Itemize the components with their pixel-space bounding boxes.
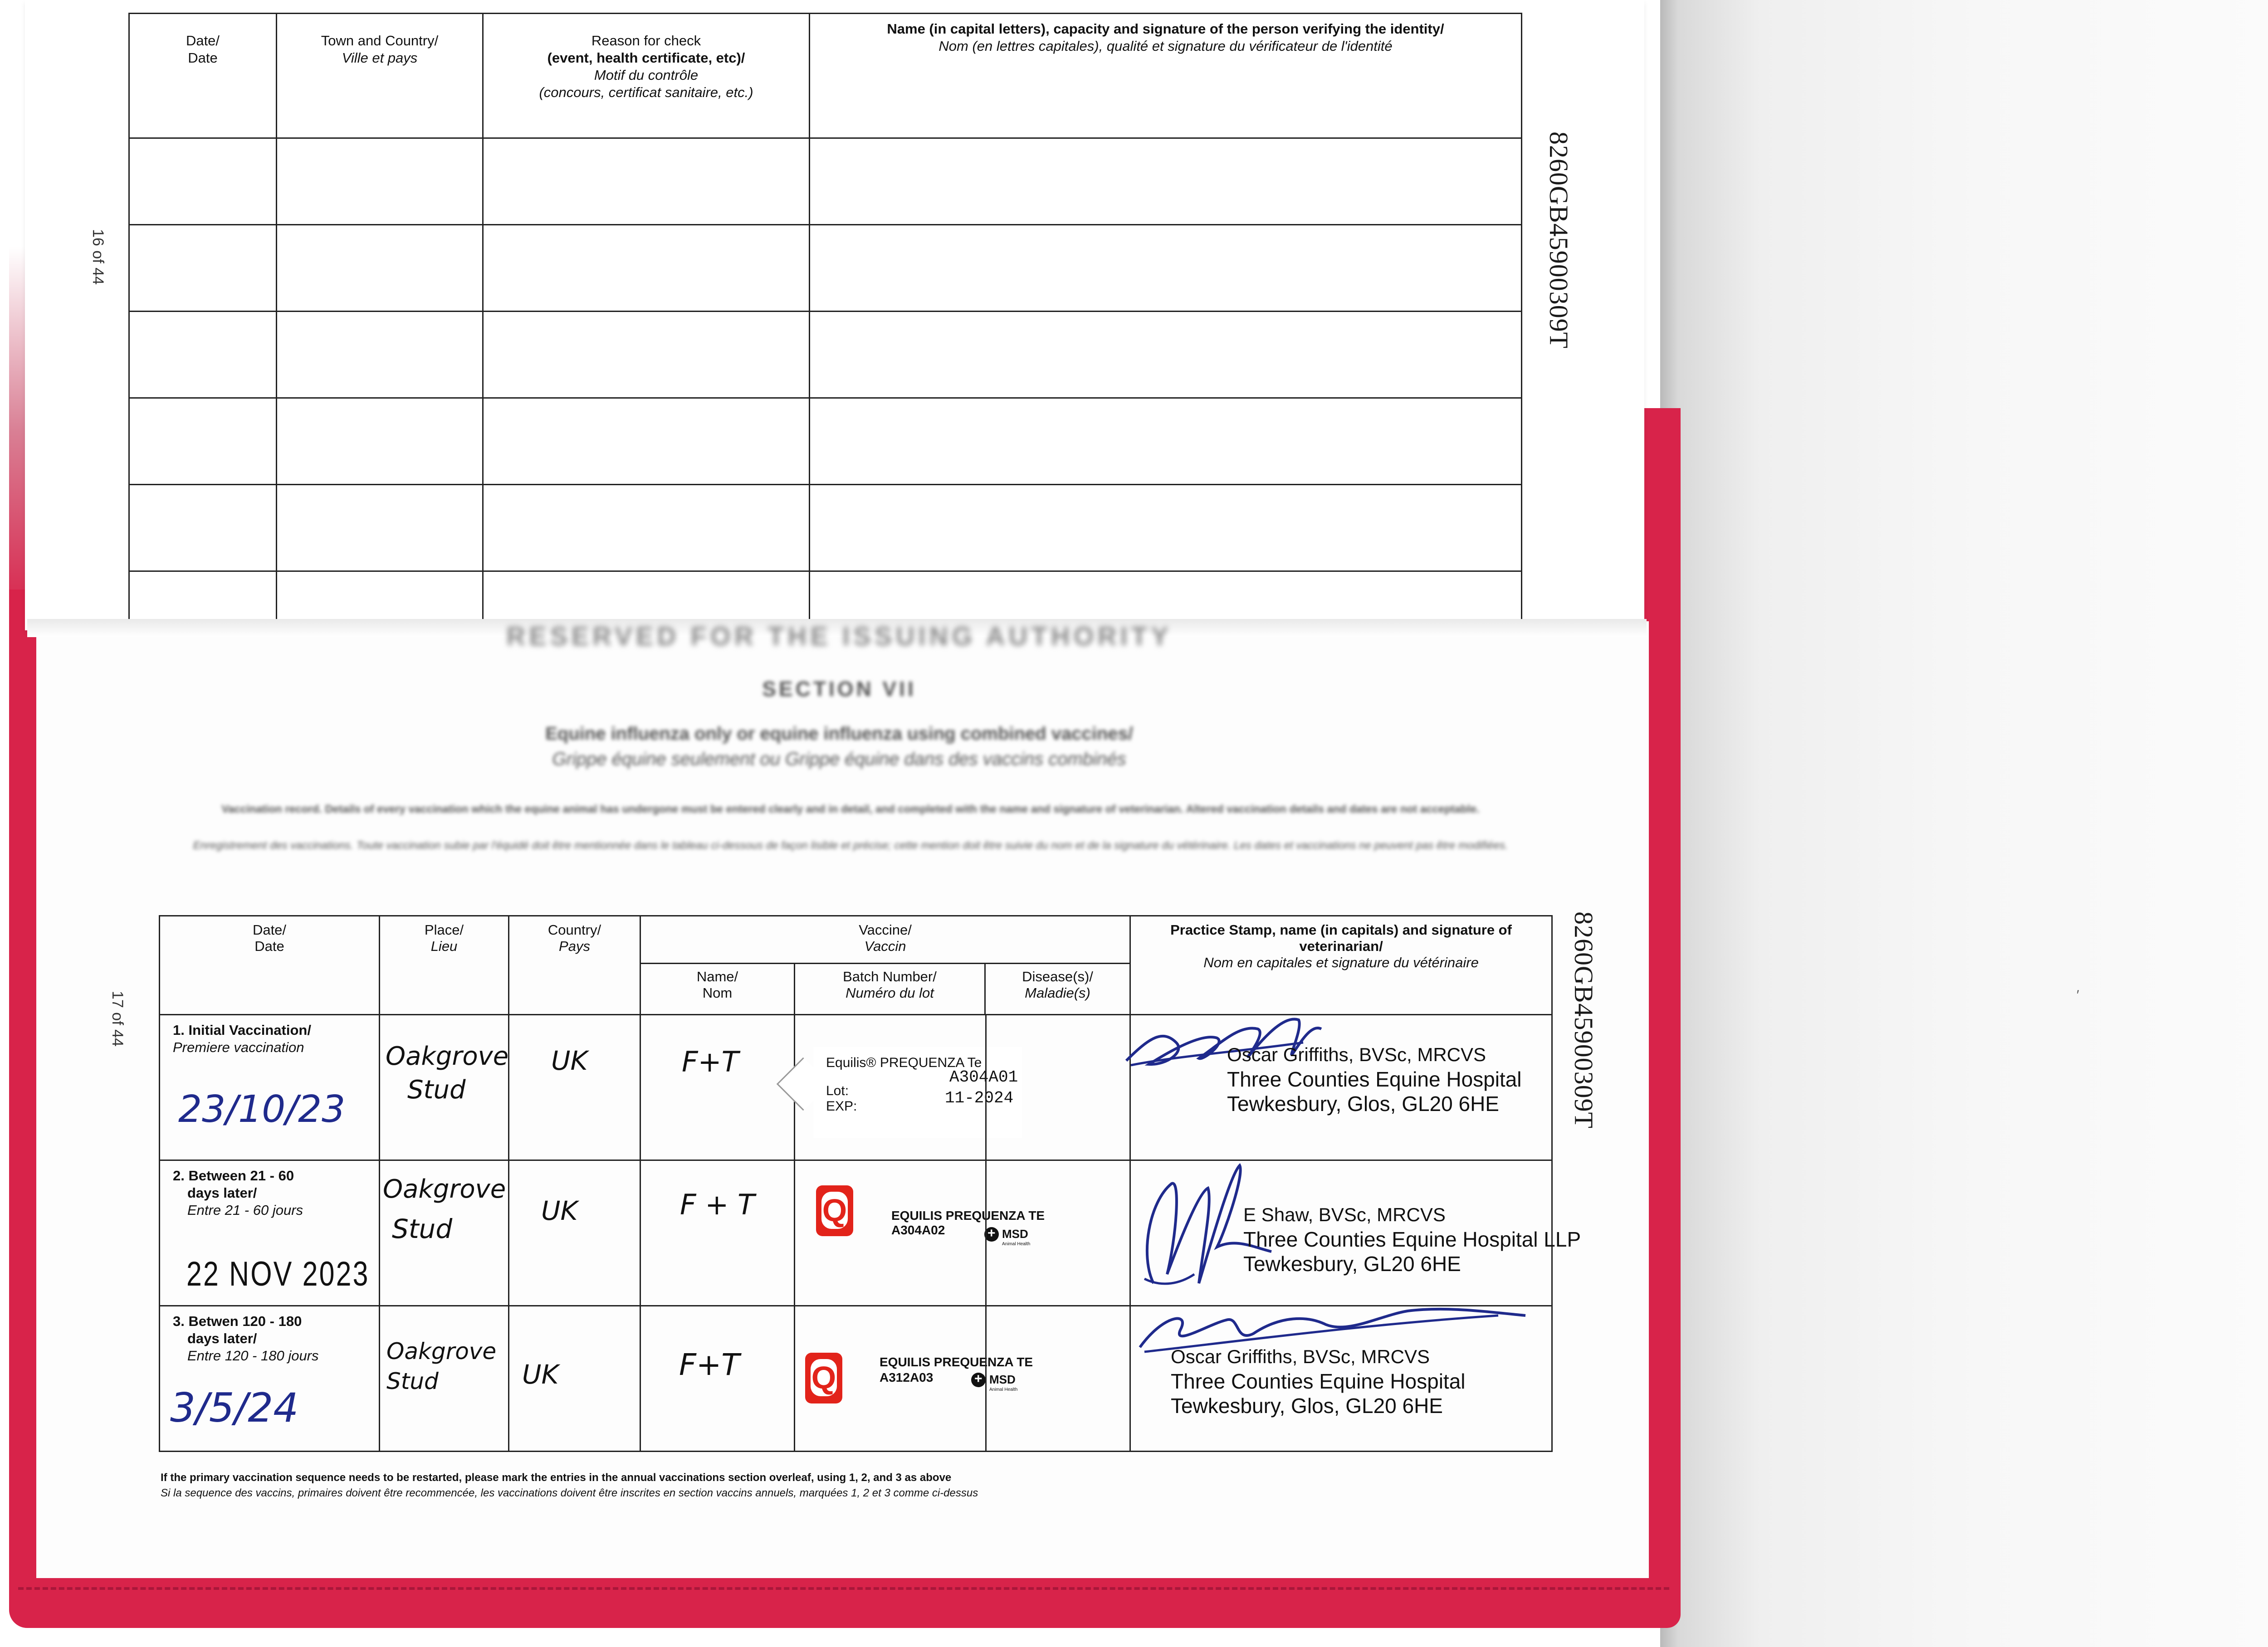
row2-batch-cell xyxy=(795,1160,1130,1306)
row2-lot: A304A02 xyxy=(891,1223,945,1237)
row2-place-cell xyxy=(380,1160,509,1306)
row2-label-en: 2. Between 21 - 60 xyxy=(173,1168,294,1184)
row2-vet-cell xyxy=(1130,1160,1581,1306)
row1-vaccine-name-cell xyxy=(640,1015,795,1160)
header-vac-place: Place/ Lieu xyxy=(380,916,509,1015)
row3-date-cell xyxy=(160,1306,380,1452)
row1-exp-label: EXP: xyxy=(826,1099,857,1114)
identity-row xyxy=(129,485,1522,571)
disease-divider xyxy=(985,1014,987,1160)
header-date: Date/ Date xyxy=(129,14,277,138)
row3-place-cell xyxy=(380,1306,509,1452)
section-subtitle-en: Equine influenza only or equine influenza using combined vaccines/ xyxy=(545,724,1133,744)
header-vac-vet: Practice Stamp, name (in capitals) and signature of veterinarian/ Nom en capitales et signature du vétérinaire xyxy=(1130,916,1552,1015)
row1-vaccine-name: F+T xyxy=(682,1045,739,1078)
cover-edge-left xyxy=(9,0,27,617)
section-subtitle-fr: Grippe équine seulement ou Grippe équine dans des vaccins combinés xyxy=(552,749,1126,769)
section-instructions-en: Vaccination record. Details of every vaccination which the equine animal has undergone must be entered clearly and in detail, and completed with the name and signature of veterinarian. Altered vaccination details and dates are not acceptable. xyxy=(221,803,1480,815)
identity-row xyxy=(129,398,1522,485)
row2-maker-sub: Animal Health xyxy=(1002,1242,1031,1247)
row3-lot: A312A03 xyxy=(880,1370,934,1384)
vaccination-row-2 xyxy=(160,1160,1552,1306)
row2-date-cell xyxy=(160,1160,380,1306)
vaccination-header-row xyxy=(160,916,1552,964)
row1-vet-address: Tewkesbury, Glos, GL20 6HE xyxy=(1227,1092,1499,1116)
header-vac-vaccine: Vaccine/ Vaccin xyxy=(640,916,1130,964)
serial-number-bottom: 8260GB45900309T xyxy=(1569,911,1598,1129)
row3-vet-address: Tewkesbury, Glos, GL20 6HE xyxy=(1171,1394,1443,1418)
row1-vet-name: Oscar Griffiths, BVSc, MRCVS xyxy=(1227,1044,1486,1065)
row2-place-line1: Oakgrove xyxy=(383,1174,506,1204)
row2-vet-name: E Shaw, BVSc, MRCVS xyxy=(1243,1204,1446,1225)
row1-lot-label: Lot: xyxy=(826,1083,849,1098)
header-verifier: Name (in capital letters), capacity and signature of the person verifying the identity/ Nom (en lettres capitales), qualité et signature du vérificateur de l'identité xyxy=(810,14,1522,138)
vaccination-table xyxy=(159,915,1581,1452)
row3-vet-practice: Three Counties Equine Hospital xyxy=(1171,1369,1466,1393)
cover-edge-bottom xyxy=(9,1578,1681,1628)
row3-maker-sub: Animal Health xyxy=(989,1387,1018,1392)
footnote-fr: Si la sequence des vaccins, primaires doivent être recommencée, les vaccinations doivent être inscrites en section vaccins annuels, marquées 1, 2 et 3 comme ci-dessus xyxy=(161,1487,978,1499)
row1-label-fr: Premiere vaccination xyxy=(173,1039,304,1055)
row2-vet-address: Tewkesbury, GL20 6HE xyxy=(1243,1252,1461,1276)
row2-country: UK xyxy=(541,1195,578,1226)
page-number-right: 17 of 44 xyxy=(109,991,126,1047)
row3-vet-name: Oscar Griffiths, BVSc, MRCVS xyxy=(1171,1346,1430,1367)
row2-label-en2: days later/ xyxy=(187,1185,257,1201)
row1-batch-label xyxy=(813,1047,1022,1138)
row3-place-line1: Oakgrove xyxy=(386,1338,497,1364)
row3-vaccine-name: F+T xyxy=(679,1347,740,1382)
identity-check-table xyxy=(128,13,1522,658)
header-vac-country: Country/ Pays xyxy=(509,916,640,1015)
identity-table-header xyxy=(129,14,1522,138)
row1-exp: 11-2024 xyxy=(945,1089,1014,1107)
disease-divider xyxy=(985,1305,987,1451)
msd-logo-icon xyxy=(971,1373,986,1387)
row3-label-en2: days later/ xyxy=(187,1330,257,1346)
q-logo-icon: Q xyxy=(816,1185,853,1236)
row1-label-en: 1. Initial Vaccination/ xyxy=(173,1022,311,1038)
row1-place-cell xyxy=(380,1015,509,1160)
row1-place-line1: Oakgrove xyxy=(386,1042,509,1071)
row2-vaccine-name-cell xyxy=(640,1160,795,1306)
row1-place-line2: Stud xyxy=(407,1075,466,1105)
row2-vaccine-name: F + T xyxy=(680,1188,755,1221)
row1-product: Equilis® PREQUENZA Te xyxy=(826,1055,982,1070)
scanner-background xyxy=(1660,0,2268,1647)
serial-number-top: 8260GB45900309T xyxy=(1544,132,1574,349)
section-instructions-fr: Enregistrement des vaccinations. Toute vaccination subie par l'équidé doit être mentionnée dans le tableau ci-dessous de façon lisible et précise; cette mention doit être suivie du nom et de la signature du vétérinaire. Les dates et vaccinations ne peuvent pas être modifiées. xyxy=(193,839,1508,852)
row3-vet-cell xyxy=(1130,1306,1552,1452)
identity-row xyxy=(129,225,1522,312)
row1-date-cell xyxy=(160,1015,380,1160)
vaccination-row-3 xyxy=(160,1306,1552,1452)
row2-vet-practice: Three Counties Equine Hospital LLP xyxy=(1243,1228,1581,1251)
header-reason: Reason for check (event, health certificate, etc)/ Motif du contrôle (concours, certificat sanitaire, etc.) xyxy=(483,14,810,138)
header-vac-date: Date/ Date xyxy=(160,916,380,1015)
row3-label-en: 3. Betwen 120 - 180 xyxy=(173,1313,302,1329)
identity-row xyxy=(129,312,1522,398)
row3-maker: MSD xyxy=(989,1373,1016,1386)
row3-country: UK xyxy=(522,1359,559,1390)
header-vac-name: Name/ Nom xyxy=(640,964,795,1015)
row3-vaccine-name-cell xyxy=(640,1306,795,1452)
q-logo-icon: Q xyxy=(805,1353,842,1403)
footnote-en: If the primary vaccination sequence needs to be restarted, please mark the entries in the annual vaccinations section overleaf, using 1, 2, and 3 as above xyxy=(161,1472,952,1484)
header-vac-batch: Batch Number/ Numéro du lot xyxy=(795,964,985,1015)
row2-label-fr: Entre 21 - 60 jours xyxy=(187,1202,303,1218)
header-vac-disease: Disease(s)/ Maladie(s) xyxy=(985,964,1130,1015)
row1-vet-practice: Three Counties Equine Hospital xyxy=(1227,1067,1522,1091)
row3-place-line2: Stud xyxy=(386,1368,439,1394)
row3-label-fr: Entre 120 - 180 jours xyxy=(187,1348,319,1364)
page-number-left: 16 of 44 xyxy=(89,229,107,285)
row2-date: 22 NOV 2023 xyxy=(186,1255,370,1293)
identity-row xyxy=(129,138,1522,225)
row1-country: UK xyxy=(551,1045,588,1076)
row3-date: 3/5/24 xyxy=(170,1384,299,1431)
section-heading: SECTION VII xyxy=(762,677,916,701)
row1-country-cell xyxy=(509,1015,640,1160)
row2-place-line2: Stud xyxy=(392,1213,453,1244)
disease-divider xyxy=(985,1160,987,1305)
stray-mark: ′ xyxy=(2077,988,2079,1003)
cover-stitching xyxy=(18,1587,1669,1590)
row1-vet-cell xyxy=(1130,1015,1552,1160)
row1-date: 23/10/23 xyxy=(178,1088,346,1131)
vaccination-row-1 xyxy=(160,1015,1552,1160)
row2-maker: MSD xyxy=(1002,1227,1028,1241)
row1-lot: A304A01 xyxy=(949,1068,1018,1087)
row1-batch-cell xyxy=(795,1015,1130,1160)
row3-batch-cell xyxy=(795,1306,1130,1452)
row2-product: EQUILIS PREQUENZA TE xyxy=(891,1208,1045,1223)
row3-country-cell xyxy=(509,1306,640,1452)
section-authority-heading: RESERVED FOR THE ISSUING AUTHORITY xyxy=(506,622,1172,651)
row2-country-cell xyxy=(509,1160,640,1306)
cover-edge-left-lower xyxy=(9,590,36,1610)
header-town-country: Town and Country/ Ville et pays xyxy=(277,14,483,138)
row3-product: EQUILIS PREQUENZA TE xyxy=(880,1355,1033,1369)
